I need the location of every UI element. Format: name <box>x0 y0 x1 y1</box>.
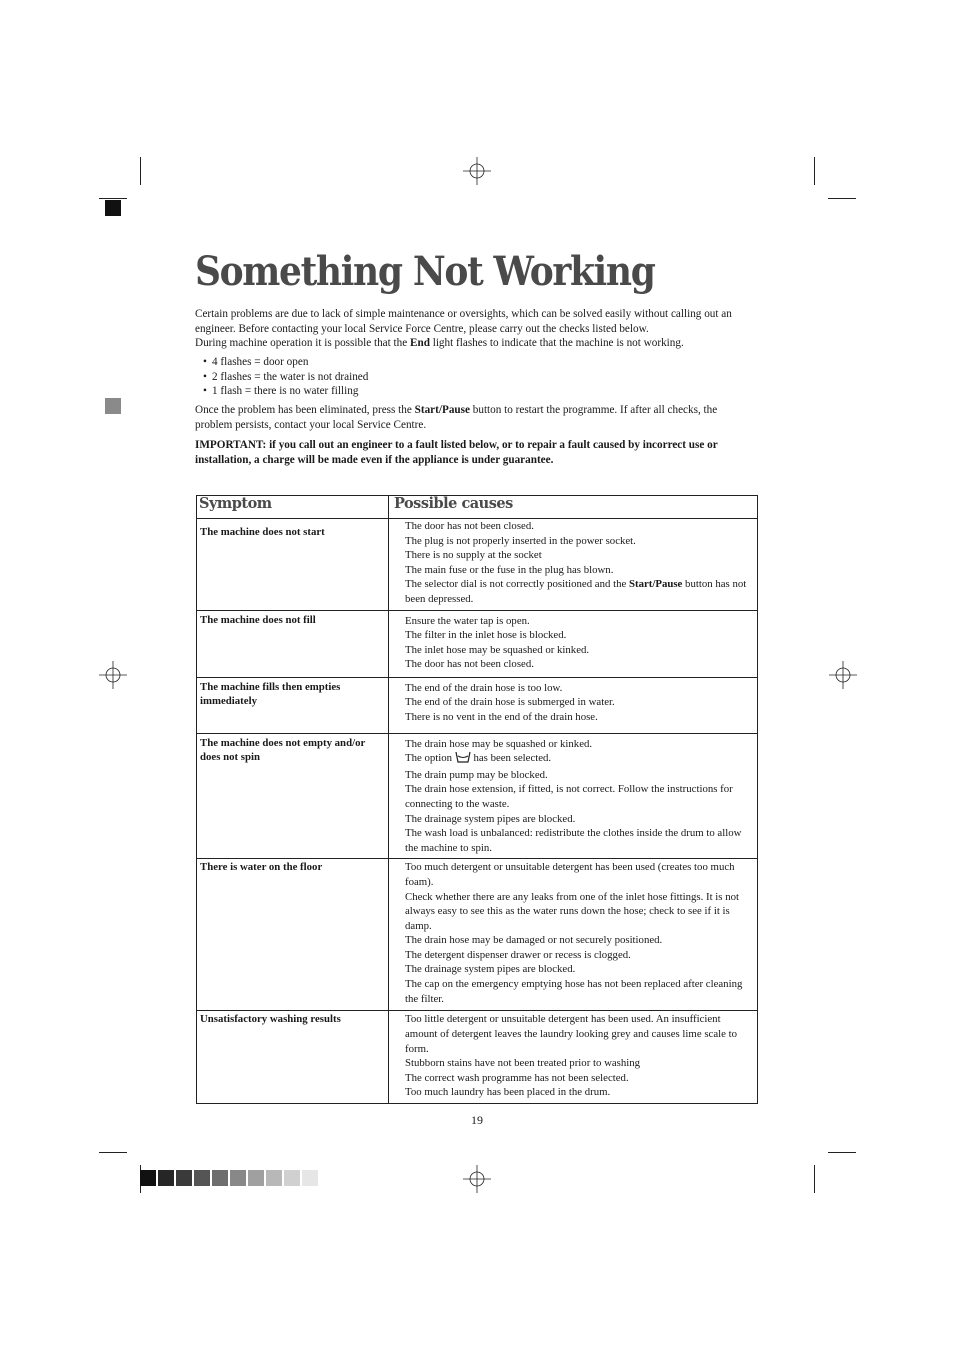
flash-code-list <box>195 355 763 399</box>
flash-code-item: • 2 flashes = the water is not drained <box>203 370 763 385</box>
crop-mark <box>99 1152 127 1153</box>
crop-mark <box>814 157 815 185</box>
symptom-cell: There is water on the floor <box>197 859 389 1011</box>
color-swatch <box>302 1170 318 1186</box>
flash-code-item: • 4 flashes = door open <box>203 355 763 370</box>
registration-target-icon <box>829 661 857 689</box>
end-light-paragraph: During machine operation it is possible that the End light flashes to indicate that the machine is not working. <box>195 337 684 350</box>
important-notice: IMPORTANT: if you call out an engineer to a fault listed below, or to repair a fault caused by incorrect use or installation, a charge will be made even if the appliance is under guarantee. <box>195 439 718 466</box>
symptom-cell: Unsatisfactory washing results <box>197 1011 389 1104</box>
table-row <box>197 519 758 611</box>
table-row <box>197 859 758 1011</box>
causes-header: Possible causes <box>389 496 758 519</box>
crop-mark <box>99 198 127 199</box>
color-swatch <box>140 1170 156 1186</box>
symptom-cell: The machine does not start <box>197 519 389 611</box>
black-tab-square <box>105 200 121 216</box>
table-header-row <box>197 496 758 519</box>
causes-cell: The drain hose may be squashed or kinked. The option has been selected. The drain pump may be blocked. The drain hose extension, if fitted, is not correct. Follow the instructions for connecting to the waste. The drainage system pipes are blocked. The wash load is unbalanced: redistribute the clothes inside the drum to allow the machine to spin. <box>389 733 758 859</box>
symptom-cell: The machine does not fill <box>197 610 389 677</box>
color-swatch <box>266 1170 282 1186</box>
registration-target-icon <box>463 157 491 185</box>
causes-cell: The end of the drain hose is too low. The end of the drain hose is submerged in water. There is no vent in the end of the drain hose. <box>389 677 758 733</box>
page-title: Something Not Working <box>195 248 655 295</box>
color-swatch <box>176 1170 192 1186</box>
intro-text <box>195 307 755 351</box>
causes-cell: The door has not been closed. The plug is not properly inserted in the power socket. There is no supply at the socket The main fuse or the fuse in the plug has blown. The selector dial is not correctly positioned and the Start/Pause button has not been depressed. <box>389 519 758 611</box>
color-swatch <box>248 1170 264 1186</box>
end-light-label: End <box>410 337 430 350</box>
table-row <box>197 610 758 677</box>
color-calibration-bar <box>140 1170 318 1186</box>
symptom-cell: The machine fills then empties immediately <box>197 677 389 733</box>
color-swatch <box>230 1170 246 1186</box>
crop-mark <box>140 157 141 185</box>
crop-mark <box>814 1165 815 1193</box>
causes-cell: Too little detergent or unsuitable detergent has been used. An insufficient amount of detergent leaves the laundry looking grey and causes lime scale to form. Stubborn stains have not been treated prior to washing The correct wash programme has not been selected. Too much laundry has been placed in the drum. <box>389 1011 758 1104</box>
no-drain-tub-icon <box>455 751 471 768</box>
causes-cell: Too much detergent or unsuitable detergent has been used (creates too much foam). Check whether there are any leaks from one of the inlet hose fittings. It is not always easy to see this as the water runs down the hose; check to see if it is damp. The drain hose may be damaged or not securely positioned. The detergent dispenser drawer or recess is clogged. The drainage system pipes are blocked. The cap on the emergency emptying hose has not been replaced after cleaning the filter. <box>389 859 758 1011</box>
color-swatch <box>158 1170 174 1186</box>
causes-cell: Ensure the water tap is open. The filter in the inlet hose is blocked. The inlet hose may be squashed or kinked. The door has not been closed. <box>389 610 758 677</box>
symptom-cell: The machine does not empty and/or does not spin <box>197 733 389 859</box>
symptom-header: Symptom <box>197 496 389 519</box>
color-swatch <box>284 1170 300 1186</box>
restart-text: Once the problem has been eliminated, press the Start/Pause button to restart the programme. If after all checks, the problem persists, contact your local Service Centre. <box>195 404 718 431</box>
page-number: 19 <box>471 1113 483 1127</box>
grey-tab-square <box>105 398 121 414</box>
table-row <box>197 677 758 733</box>
troubleshooting-table <box>196 495 758 1104</box>
color-swatch <box>194 1170 210 1186</box>
registration-target-icon <box>99 661 127 689</box>
crop-mark <box>828 1152 856 1153</box>
table-row <box>197 733 758 859</box>
start-pause-label: Start/Pause <box>414 404 470 416</box>
color-swatch <box>212 1170 228 1186</box>
registration-target-icon <box>463 1165 491 1193</box>
flash-code-item: • 1 flash = there is no water filling <box>203 384 763 399</box>
table-row <box>197 1011 758 1104</box>
intro-paragraph: Certain problems are due to lack of simple maintenance or oversights, which can be solved easily without calling out an engineer. Before contacting your local Service Force Centre, please carry out the checks listed below. <box>195 308 732 335</box>
crop-mark <box>828 198 856 199</box>
